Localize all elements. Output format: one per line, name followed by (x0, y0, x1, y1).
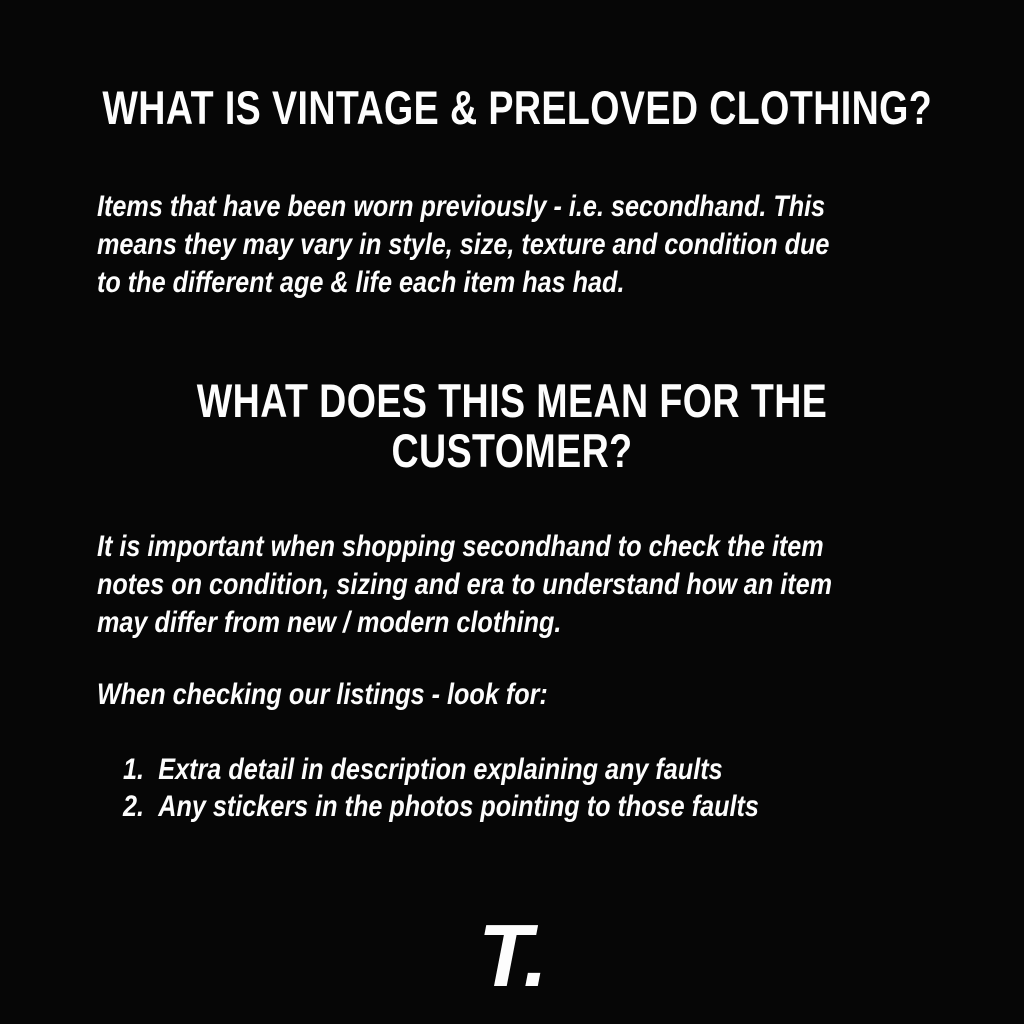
intro-line-2: means they may vary in style, size, texture and condition due (97, 228, 830, 261)
section-body-line-3: may differ from new / modern clothing. (97, 606, 562, 639)
section-body-line-2: notes on condition, sizing and era to understand how an item (97, 568, 833, 601)
intro-line-3: to the different age & life each item has had. (97, 266, 625, 299)
list-item (123, 751, 759, 788)
list-item-number: 1. (123, 753, 145, 786)
section-heading (102, 376, 921, 476)
section-heading-line-1: WHAT DOES THIS MEAN FOR THE (196, 374, 828, 427)
list-intro-text: When checking our listings - look for: (97, 678, 548, 711)
section-body-line-1: It is important when shopping secondhand to check the item (97, 530, 824, 563)
list-item-text: Extra detail in description explaining any faults (158, 753, 723, 786)
intro-line-1: Items that have been worn previously - i.e. secondhand. This (97, 190, 826, 223)
intro-paragraph (97, 188, 829, 302)
fault-checklist (123, 751, 759, 825)
list-item-number: 2. (123, 790, 145, 823)
section-heading-line-2: CUSTOMER? (391, 424, 633, 477)
list-item-text: Any stickers in the photos pointing to those faults (158, 790, 759, 823)
page-title: WHAT IS VINTAGE & PRELOVED CLOTHING? (102, 81, 933, 134)
brand-logo: T. (478, 906, 546, 1005)
list-item (123, 788, 759, 825)
section-body-paragraph (97, 528, 832, 642)
